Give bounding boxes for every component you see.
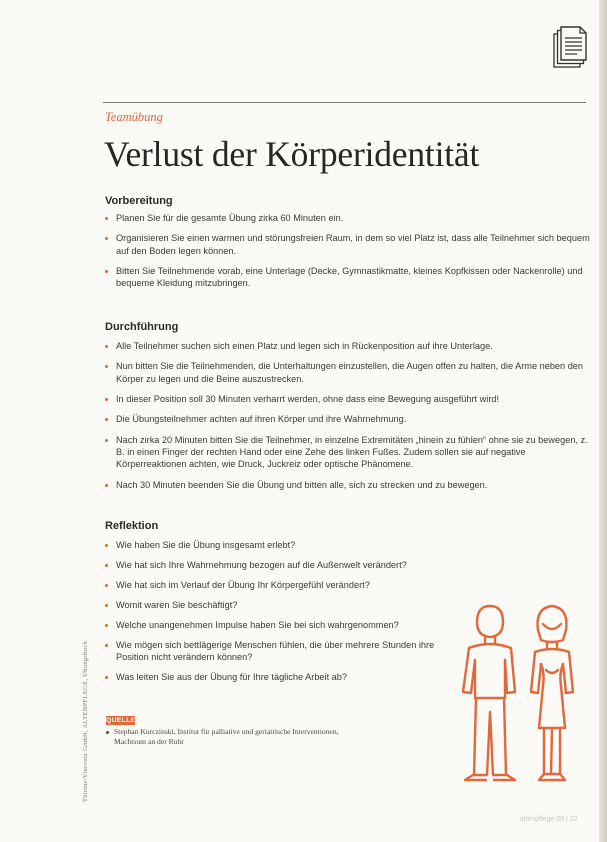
- section-heading-preparation: Vorbereitung: [105, 195, 173, 207]
- list-item: Organisieren Sie einen warmen und störungsfreien Raum, in dem so viel Platz ist, dass alle Teilnehmer sich bequem auf den Boden legen können.: [105, 232, 596, 257]
- procedure-list: [105, 340, 596, 499]
- list-item: In dieser Position soll 30 Minuten verharrt werden, ohne dass eine Bewegung ausgeführt wird!: [105, 393, 596, 405]
- list-item: Wie haben Sie die Übung insgesamt erlebt?: [105, 539, 464, 551]
- list-item: Womit waren Sie beschäftigt?: [105, 599, 464, 611]
- list-item: Wie hat sich im Verlauf der Übung Ihr Körpergefühl verändert?: [105, 579, 464, 591]
- section-heading-reflection: Reflektion: [105, 520, 159, 532]
- header-rule: [103, 102, 586, 103]
- list-item: Alle Teilnehmer suchen sich einen Platz und legen sich in Rückenposition auf ihre Unterlage.: [105, 340, 596, 352]
- source-item: Stephan Kurczinski, Institut für palliative und geriatrische Interventionen, Machtsum an der Ruhr: [106, 727, 356, 747]
- side-credit: Thieme/Vincentz GmbH, ALTENPFLEGE, Übungsbuch: [82, 640, 89, 802]
- list-item: Die Übungsteilnehmer achten auf ihren Körper und ihre Wahrnehmung.: [105, 413, 596, 425]
- page-edge-shadow: [599, 0, 607, 842]
- list-item: Planen Sie für die gesamte Übung zirka 60 Minuten ein.: [105, 212, 596, 224]
- list-item: Welche unangenehmen Impulse haben Sie bei sich wahrgenommen?: [105, 619, 464, 631]
- kicker-label: Teamübung: [105, 110, 163, 124]
- list-item: Nach 30 Minuten beenden Sie die Übung und bitten alle, sich zu strecken und zu bewegen.: [105, 479, 596, 491]
- source-badge: QUELLE: [106, 717, 136, 724]
- preparation-list: [105, 212, 596, 297]
- list-item: Nach zirka 20 Minuten bitten Sie die Teilnehmer, in einzelne Extremitäten „hinein zu fühlen“ ohne sie zu bewegen, z. B. in einen Finger der rechten Hand oder eine Zehe des linken Fußes. Zudem sollen sie auf negative Körperreaktionen achten, wie Druck, Juckreiz oder optische Phänomene.: [105, 434, 596, 471]
- page-title: Verlust der Körperidentität: [104, 134, 480, 174]
- list-item: Nun bitten Sie die Teilnehmenden, die Unterhaltungen einzustellen, die Augen offen zu halten, die Arme neben den Körper zu legen und die Beine auszustrecken.: [105, 360, 596, 385]
- reflection-list: [105, 539, 464, 691]
- section-heading-procedure: Durchführung: [105, 321, 179, 333]
- source-text: [106, 727, 356, 747]
- man-and-woman-illustration: [455, 600, 585, 790]
- document-stack-icon: [553, 25, 588, 69]
- list-item: Was leiten Sie aus der Übung für Ihre tägliche Arbeit ab?: [105, 671, 464, 683]
- list-item: Wie hat sich Ihre Wahrnehmung bezogen auf die Außenwelt verändert?: [105, 559, 464, 571]
- footer-reference: altenpflege 08 | 22: [520, 816, 578, 823]
- list-item: Wie mögen sich bettlägerige Menschen fühlen, die über mehrere Stunden ihre Position nicht verändern können?: [105, 639, 464, 664]
- woman-figure: [531, 606, 573, 780]
- list-item: Bitten Sie Teilnehmende vorab, eine Unterlage (Decke, Gymnastikmatte, kleines Kopfkissen oder Nackenrolle) und bequeme Kleidung mitzubringen.: [105, 265, 596, 290]
- man-figure: [463, 606, 515, 780]
